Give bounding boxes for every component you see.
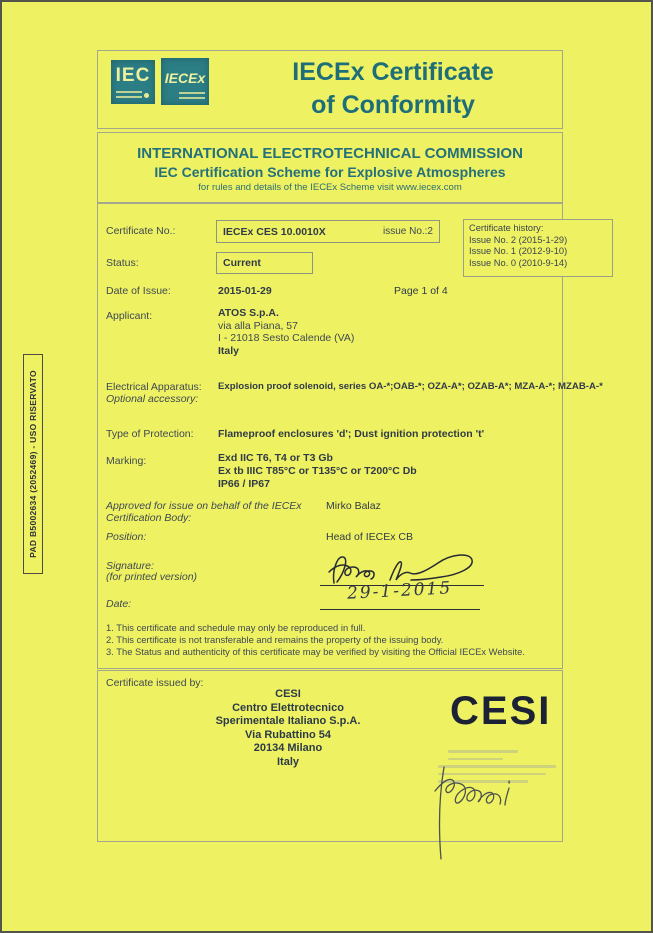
issuer-country: Italy (276, 755, 299, 768)
iecex-logo-bar (179, 97, 205, 99)
certificate-history-item: Issue No. 0 (2010-9-14) (469, 257, 568, 268)
footnote: 1. This certificate and schedule may only be reproduced in full. (106, 622, 366, 633)
iec-logo-bar (116, 96, 142, 98)
apparatus-value: Explosion proof solenoid, series OA-*;OAB-*; OZA-A*; OZAB-A*; MZA-A-*; MZAB-A-* (218, 381, 603, 392)
scheme-title: IEC Certification Scheme for Explosive Atmospheres (154, 164, 506, 180)
marking-label: Marking: (106, 455, 147, 467)
iecex-logo-bar (179, 92, 205, 94)
page-title-line1: IECEx Certificate (292, 58, 494, 86)
footnote: 2. This certificate is not transferable and remains the property of the issuing body. (106, 634, 444, 645)
handwritten-date: 29-1-2015 (346, 578, 454, 604)
signature-label: Signature: (106, 560, 154, 572)
certificate-history-box (463, 219, 613, 277)
issuer-address-line: Via Rubattino 54 (245, 728, 331, 741)
protection-value: Flameproof enclosures 'd'; Dust ignition protection 't' (218, 428, 485, 440)
marking-line: Exd IIC T6, T4 or T3 Gb (218, 452, 333, 464)
iecex-logo (161, 58, 209, 105)
document-reference-text: PAD B5002634 (2052469) - USO RISERVATO (28, 370, 38, 558)
date-label: Date: (106, 598, 132, 610)
handwritten-signature (320, 549, 484, 585)
issuer-address-line: 20134 Milano (253, 742, 323, 754)
cesi-logo: CESI (450, 689, 552, 733)
issuer-name: CESI (275, 688, 301, 700)
marking-line: IP66 / IP67 (218, 478, 270, 490)
certificate-history-item: Issue No. 2 (2015-1-29) (469, 234, 568, 245)
certificate-history-item: Issue No. 1 (2012-9-10) (469, 246, 568, 256)
applicant-country: Italy (218, 344, 240, 357)
iecex-logo-text: IECEx (164, 70, 206, 86)
iec-logo-bar (116, 91, 142, 93)
signature-printed-label: (for printed version) (106, 571, 198, 583)
issuer-address (153, 688, 423, 769)
page-title (228, 56, 558, 122)
marking-line: Ex tb IIIC T85°C or T135°C or T200°C Db (218, 465, 417, 477)
date-of-issue-value: 2015-01-29 (218, 285, 272, 297)
certificate-no-label: Certificate No.: (106, 225, 176, 237)
approved-label-line2: Certification Body: (106, 512, 192, 524)
iec-logo-text: IEC (115, 65, 151, 86)
header-box (97, 50, 563, 129)
subheader-box (97, 132, 563, 204)
iec-logo-dot (144, 93, 149, 98)
position-value: Head of IECEx CB (326, 531, 413, 543)
protection-label: Type of Protection: (106, 428, 194, 440)
page-title-line2: of Conformity (311, 91, 475, 119)
apparatus-label: Electrical Apparatus: (106, 381, 202, 393)
applicant-name: ATOS S.p.A. (218, 307, 279, 319)
scheme-note: for rules and details of the IECEx Scheme visit www.iecex.com (198, 182, 462, 193)
certificate-no-field (216, 220, 440, 243)
document-reference-sidebar (23, 354, 43, 574)
issuer-handwritten-signature (414, 743, 564, 865)
date-of-issue-label: Date of Issue: (106, 285, 171, 297)
issue-no-value: issue No.:2 (382, 226, 433, 237)
page-indicator: Page 1 of 4 (394, 285, 448, 297)
certificate-no-value: IECEx CES 10.0010X (223, 225, 326, 238)
certificate-history-title: Certificate history: (469, 223, 544, 233)
applicant-street: via alla Piana, 57 (218, 319, 298, 332)
applicant-address (218, 307, 354, 357)
approved-label-line1: Approved for issue on behalf of the IECEx (106, 500, 302, 512)
issuer-box (97, 670, 563, 842)
status-value: Current (223, 257, 261, 269)
position-label: Position: (106, 531, 147, 543)
marking-value (218, 452, 417, 491)
approved-name: Mirko Balaz (326, 500, 381, 512)
date-field (320, 578, 480, 610)
status-label: Status: (106, 257, 139, 269)
issuer-address-line: Sperimentale Italiano S.p.A. (215, 715, 361, 727)
applicant-label: Applicant: (106, 310, 153, 322)
applicant-city: I - 21018 Sesto Calende (VA) (218, 332, 355, 344)
issuer-label: Certificate issued by: (106, 677, 204, 689)
iec-logo (111, 60, 155, 104)
status-field (216, 252, 313, 274)
optional-accessory-label: Optional accessory: (106, 393, 199, 405)
issuer-address-line: Centro Elettrotecnico (232, 701, 344, 714)
commission-title: INTERNATIONAL ELECTROTECHNICAL COMMISSION (137, 145, 523, 162)
footnotes (106, 622, 525, 658)
footnote: 3. The Status and authenticity of this certificate may be verified by visiting the Official IECEx Website. (106, 646, 525, 657)
